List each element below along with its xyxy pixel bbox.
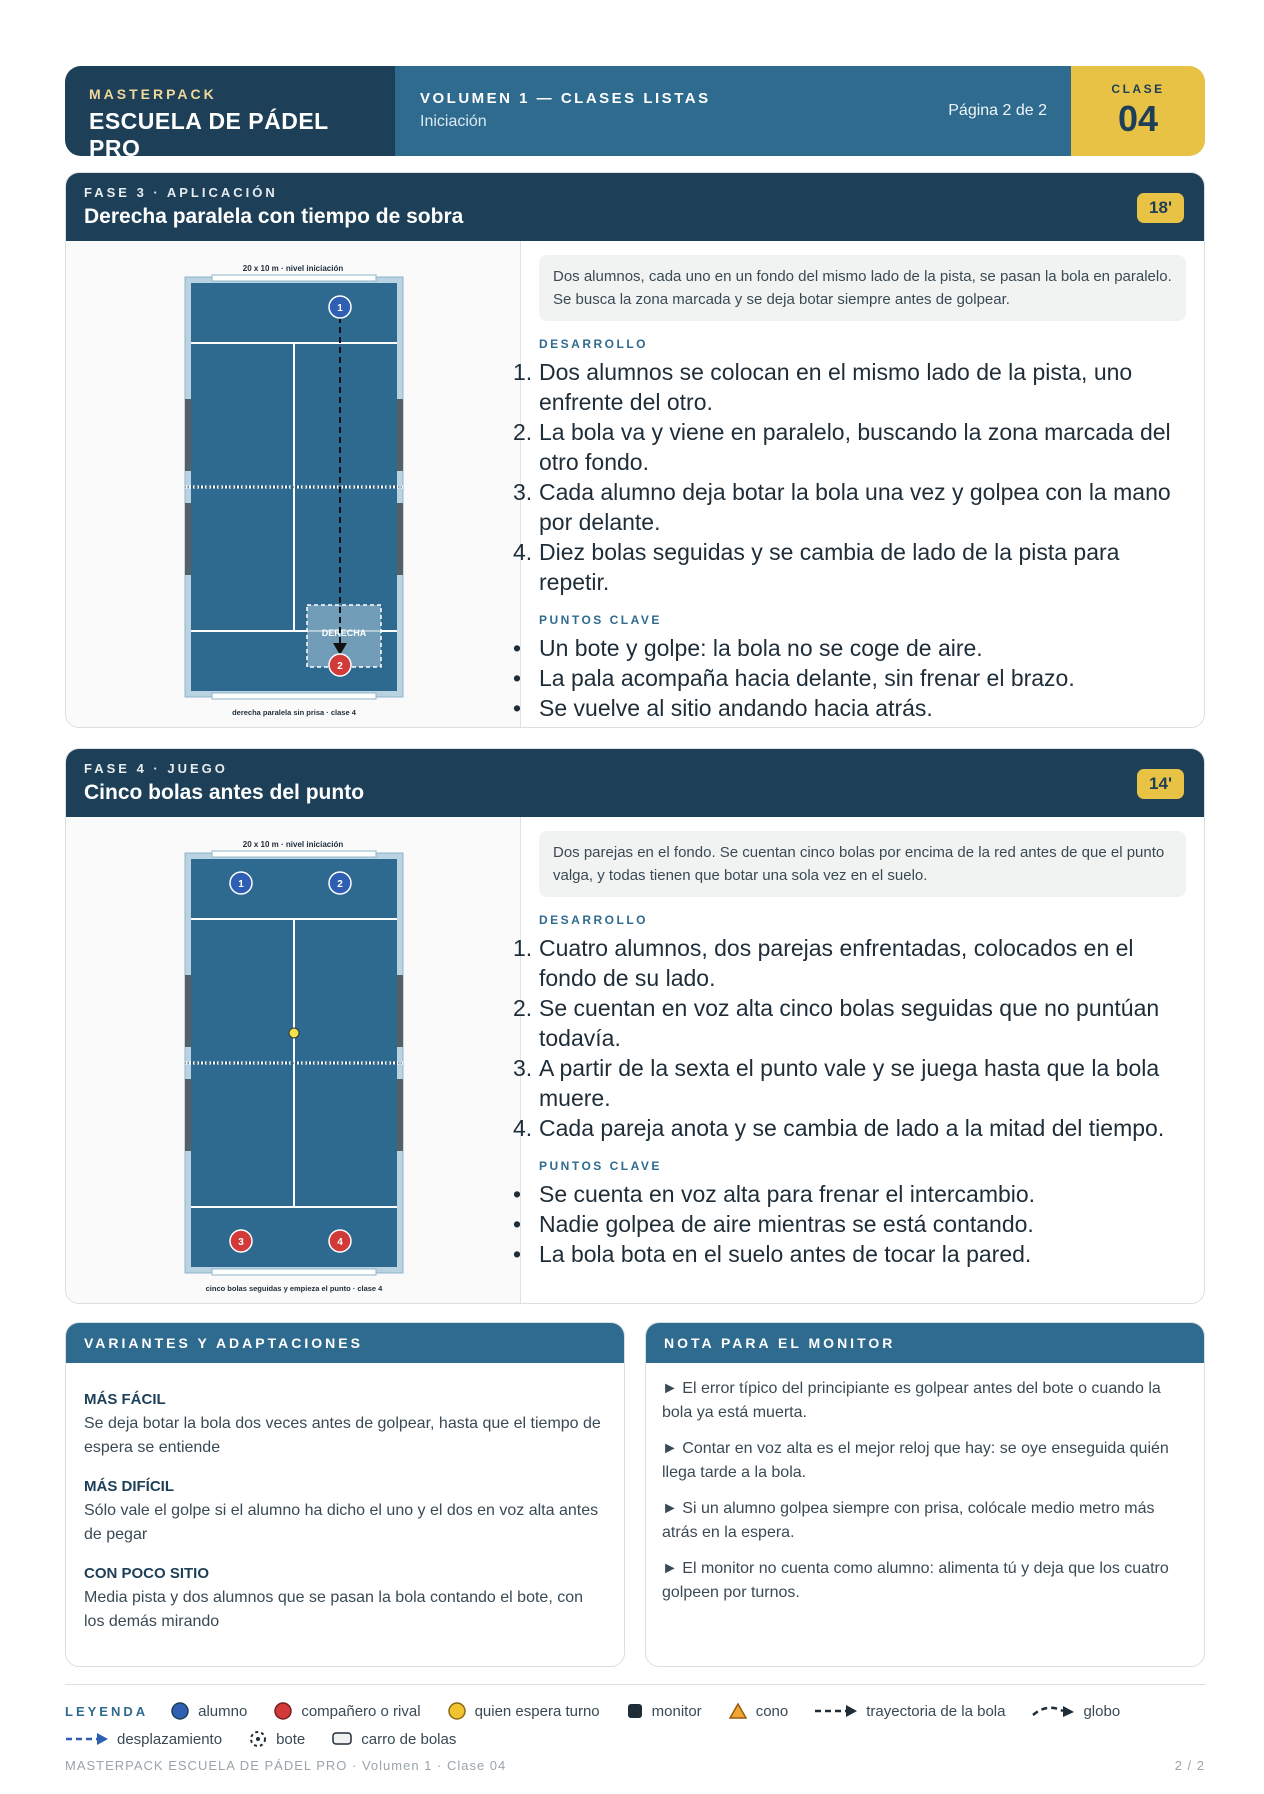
phase-3-keys-title: PUNTOS CLAVE [539,613,662,627]
legend [65,1697,1205,1753]
phase-4-content [521,817,1204,1303]
player-3-label: 3 [238,1237,244,1248]
bounce-icon [248,1729,268,1749]
legend-divider [65,1684,1205,1685]
page-header [65,66,1205,156]
court-caption-top: 20 x 10 m · nivel iniciación [242,840,344,849]
key-item: • Se cuenta en voz alta para frenar el intercambio. [539,1179,1186,1209]
player-1-label: 1 [337,303,343,314]
monitor-note: ► El error típico del principiante es golpear antes del bote o cuando la bola ya está muerta. [662,1380,1161,1421]
key-item: • La pala acompaña hacia delante, sin frenar el brazo. [539,663,1186,693]
phase-3-header [66,173,1204,241]
volume-title: VOLUMEN 1 — CLASES LISTAS [420,90,711,107]
monitor-note: ► Si un alumno golpea siempre con prisa, colócale medio metro más atrás en la espera. [662,1500,1155,1541]
phase-4-court-diagram [66,817,521,1303]
phase-4-kicker: FASE 4 · JUEGO [84,761,228,776]
phase-4-keys-title: PUNTOS CLAVE [539,1159,662,1173]
ball [289,1028,299,1038]
phase-3-duration-badge: 18' [1137,193,1184,223]
legend-item-rival [273,1701,420,1721]
phase-4-keys [539,1179,1186,1269]
movement-arrow-icon [65,1732,109,1746]
step-item: Cuatro alumnos, dos parejas enfrentadas, colocados en el fondo de su lado. [539,935,1134,991]
phase-4-dev-title: DESARROLLO [539,913,648,927]
ball-cart-icon [331,1731,353,1747]
legend-label: alumno [198,1702,248,1720]
page-footer [65,1758,1205,1773]
phase-3-steps [539,357,1186,597]
legend-label: monitor [651,1702,702,1720]
player-4-label: 4 [337,1237,343,1248]
phase-4-duration-badge: 14' [1137,769,1184,799]
phase-3-court-diagram [66,241,521,727]
footer-page-number: 2 / 2 [1174,1758,1205,1773]
monitor-note: ► El monitor no cuenta como alumno: alimenta tú y deja que los cuatro golpeen por turnos. [662,1560,1169,1601]
court-caption-top: 20 x 10 m · nivel iniciación [242,264,344,273]
key-item: • Un bote y golpe: la bola no se coge de aire. [539,633,1186,663]
step-item: A partir de la sexta el punto vale y se juega hasta que la bola muere. [539,1055,1160,1111]
target-zone-label: DERECHA [321,628,367,638]
phase-3-keys [539,633,1186,723]
clase-badge [1071,66,1205,156]
legend-label: trayectoria de la bola [866,1702,1006,1720]
player-2-label: 2 [337,879,343,890]
yellow-player-icon [447,1701,467,1721]
clase-label: CLASE [1111,82,1165,96]
legend-label: carro de bolas [361,1730,457,1748]
step-item: Diez bolas seguidas y se cambia de lado de la pista para repetir. [539,539,1120,595]
monitor-notes-title: NOTA PARA EL MONITOR [646,1323,1204,1363]
legend-label: quien espera turno [474,1702,600,1720]
step-item: Cada alumno deja botar la bola una vez y golpea con la mano por delante. [539,479,1171,535]
phase-4-intro: Dos parejas en el fondo. Se cuentan cinco bolas por encima de la red antes de que el punto valga, y todas tienen que botar una sola vez en el suelo. [539,831,1186,897]
court-caption-bottom: cinco bolas seguidas y empieza el punto · clase 4 [205,1284,383,1293]
variant-desc: Sólo vale el golpe si el alumno ha dicho el uno y el dos en voz alta antes de pegar [84,1502,599,1543]
phase-4-card [65,748,1205,1304]
variants-title: VARIANTES Y ADAPTACIONES [66,1323,624,1363]
phase-3-title: Derecha paralela con tiempo de sobra [84,205,464,228]
phase-3-intro: Dos alumnos, cada uno en un fondo del mismo lado de la pista, se pasan la bola en paralelo. Se busca la zona marcada y se deja botar siempre antes de golpear. [539,255,1186,321]
key-item: • La bola bota en el suelo antes de tocar la pared. [539,1239,1186,1269]
legend-item-trajectory [814,1703,1005,1720]
variant-title: MÁS FÁCIL [84,1391,166,1408]
phase-4-header [66,749,1204,817]
player-1-label: 1 [238,879,244,890]
legend-item-waiting [447,1701,600,1721]
legend-item-bounce [248,1729,305,1749]
legend-label: compañero o rival [301,1702,421,1720]
variant-desc: Se deja botar la bola dos veces antes de golpear, hasta que el tiempo de espera se entiende [84,1415,601,1456]
legend-title: LEYENDA [65,1703,149,1719]
brand-kicker: MASTERPACK [89,86,217,102]
monitor-notes-box [645,1322,1205,1667]
legend-item-cone [728,1702,789,1720]
phase-3-card [65,172,1205,728]
variants-box [65,1322,625,1667]
step-item: Cada pareja anota y se cambia de lado a la mitad del tiempo. [539,1115,1165,1141]
step-item: La bola va y viene en paralelo, buscando la zona marcada del otro fondo. [539,419,1171,475]
lob-arrow-icon [1031,1703,1075,1719]
player-2-label: 2 [337,661,343,672]
phase-4-title: Cinco bolas antes del punto [84,781,365,804]
phase-3-dev-title: DESARROLLO [539,337,648,351]
red-player-icon [273,1701,293,1721]
footer-left: MASTERPACK ESCUELA DE PÁDEL PRO · Volumen 1 · Clase 04 [65,1758,507,1773]
legend-item-monitor [626,1702,702,1720]
legend-item-movement [65,1731,222,1748]
monitor-icon [626,1702,644,1720]
step-item: Se cuentan en voz alta cinco bolas seguidas que no puntúan todavía. [539,995,1160,1051]
page-indicator: Página 2 de 2 [948,102,1047,119]
legend-item-alumno [170,1701,247,1721]
blue-player-icon [170,1701,190,1721]
brand-block [65,66,395,156]
monitor-note: ► Contar en voz alta es el mejor reloj que hay: se oye enseguida quién llega tarde a la bola. [662,1440,1169,1481]
legend-label: globo [1083,1702,1121,1720]
legend-label: cono [755,1702,789,1720]
legend-label: bote [276,1730,306,1748]
brand-title: ESCUELA DE PÁDEL PRO [89,108,329,156]
legend-label: desplazamiento [117,1730,223,1748]
phase-3-kicker: FASE 3 · APLICACIÓN [84,185,278,200]
variant-title: MÁS DIFÍCIL [84,1478,174,1495]
key-item: • Nadie golpea de aire mientras se está contando. [539,1209,1186,1239]
variant-title: CON POCO SITIO [84,1565,210,1582]
variant-desc: Media pista y dos alumnos que se pasan la bola contando el bote, con los demás mirando [84,1589,583,1630]
volume-block [395,66,1071,156]
level-label: Iniciación [420,113,487,130]
cone-icon [728,1702,748,1720]
dashed-arrow-icon [814,1704,858,1718]
court-caption-bottom: derecha paralela sin prisa · clase 4 [232,708,356,717]
phase-4-steps [539,933,1186,1143]
key-item: • Se vuelve al sitio andando hacia atrás. [539,693,1186,723]
phase-3-content [521,241,1204,727]
step-item: Dos alumnos se colocan en el mismo lado de la pista, uno enfrente del otro. [539,359,1133,415]
legend-item-lob [1031,1703,1120,1720]
clase-number: 04 [1117,98,1159,139]
legend-item-ball-cart [331,1731,456,1748]
